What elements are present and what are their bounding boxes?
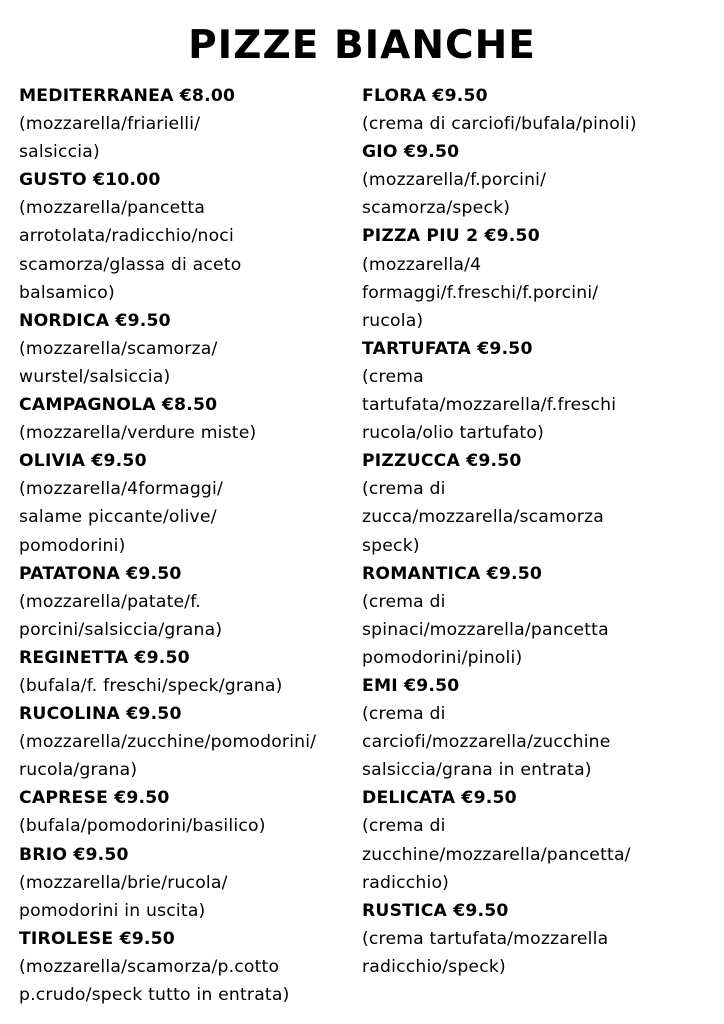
menu-item-ingredients-line: (mozzarella/pancetta xyxy=(19,198,206,219)
menu-item-heading xyxy=(362,222,712,250)
menu-item-price: €9.50 xyxy=(466,451,522,472)
menu-item-ingredients-line: balsamico) xyxy=(19,282,115,303)
menu-item-ingredients-line: (mozzarella/scamorza/p.cotto xyxy=(19,956,280,977)
menu-item xyxy=(362,672,712,784)
menu-item-heading xyxy=(362,897,712,925)
menu-item xyxy=(19,391,364,447)
menu-item-heading xyxy=(19,925,364,953)
menu-item-price: €9.50 xyxy=(91,451,147,472)
menu-item-ingredients-line: (mozzarella/4 xyxy=(362,254,482,275)
menu-item xyxy=(19,700,364,784)
menu-item-name: TARTUFATA xyxy=(362,338,472,359)
menu-item-heading xyxy=(19,447,364,475)
menu-item-heading xyxy=(362,447,712,475)
menu-title: PIZZE BIANCHE xyxy=(188,23,536,68)
menu-item-ingredients-line: (bufala/f. freschi/speck/grana) xyxy=(19,675,283,696)
menu-item-name: GUSTO xyxy=(19,170,87,191)
menu-item xyxy=(19,560,364,644)
menu-item-ingredients-line: (mozzarella/verdure miste) xyxy=(19,423,257,444)
menu-item-ingredients-line: (crema di carciofi/bufala/pinoli) xyxy=(362,114,637,135)
menu-item-ingredients-line: arrotolata/radicchio/noci xyxy=(19,226,234,247)
menu-item-ingredients-line: (crema di xyxy=(362,816,446,837)
menu-item-heading xyxy=(362,672,712,700)
menu-item-name: MEDITERRANEA xyxy=(19,86,174,106)
menu-item-heading xyxy=(362,82,712,110)
menu-item xyxy=(362,138,712,222)
menu-item xyxy=(362,82,712,138)
menu-item-heading xyxy=(19,700,364,728)
menu-item-price: €9.50 xyxy=(453,900,509,921)
menu-item-ingredients-line: (bufala/pomodorini/basilico) xyxy=(19,816,266,837)
menu-item xyxy=(19,166,364,306)
menu-item-price: €9.50 xyxy=(126,563,182,584)
menu-item-name: BRIO xyxy=(19,844,68,865)
menu-item-price: €9.50 xyxy=(461,788,517,809)
menu-item-ingredients-line: zucchine/mozzarella/pancetta/ xyxy=(362,844,631,865)
menu-column-right xyxy=(362,82,712,981)
menu-item xyxy=(19,82,364,166)
menu-item-name: PIZZA PIU 2 xyxy=(362,226,479,247)
menu-item-ingredients-line: (crema di xyxy=(362,704,446,725)
menu-item xyxy=(19,784,364,840)
menu-item-name: RUCOLINA xyxy=(19,704,121,725)
menu-item-ingredients-line: (mozzarella/scamorza/ xyxy=(19,338,218,359)
menu-item xyxy=(19,307,364,391)
menu-item-ingredients-line: salame piccante/olive/ xyxy=(19,507,217,528)
menu-item-heading xyxy=(19,307,364,335)
menu-item-heading xyxy=(19,560,364,588)
menu-item-ingredients-line: (crema di xyxy=(362,591,446,612)
menu-item-name: CAMPAGNOLA xyxy=(19,395,156,416)
menu-item-ingredients-line: pomodorini) xyxy=(19,535,126,556)
menu-item-heading xyxy=(19,784,364,812)
menu-item-ingredients-line: radicchio/speck) xyxy=(362,956,506,977)
menu-item-name: PATATONA xyxy=(19,563,120,584)
menu-item-price: €9.50 xyxy=(134,647,190,668)
menu-item-ingredients-line: carciofi/mozzarella/zucchine xyxy=(362,732,611,753)
menu-item-name: DELICATA xyxy=(362,788,456,809)
menu-item-ingredients-line: pomodorini in uscita) xyxy=(19,900,206,921)
menu-item-name: TIROLESE xyxy=(19,928,114,949)
menu-item-heading xyxy=(19,166,364,194)
menu-item-name: CAPRESE xyxy=(19,788,109,809)
menu-item-price: €9.50 xyxy=(404,675,460,696)
menu-item-price: €8.50 xyxy=(161,395,218,416)
menu-item-ingredients-line: (mozzarella/brie/rucola/ xyxy=(19,872,228,893)
menu-item xyxy=(19,644,364,700)
menu-item-name: FLORA xyxy=(362,86,427,106)
menu-item xyxy=(362,560,712,672)
menu-item-price: €9.50 xyxy=(115,310,171,331)
menu-item-ingredients-line: formaggi/f.freschi/f.porcini/ xyxy=(362,282,599,303)
menu-item-price: €9.50 xyxy=(477,338,533,359)
menu-item-ingredients-line: p.crudo/speck tutto in entrata) xyxy=(19,985,290,1005)
menu-item xyxy=(362,447,712,559)
menu-item xyxy=(19,841,364,925)
menu-item-price: €9.50 xyxy=(432,86,488,106)
menu-item-name: GIO xyxy=(362,142,398,163)
menu-item-heading xyxy=(362,138,712,166)
menu-item-name: OLIVIA xyxy=(19,451,86,472)
menu-item-ingredients-line: scamorza/glassa di aceto xyxy=(19,254,242,275)
menu-item-ingredients-line: (mozzarella/patate/f. xyxy=(19,591,201,612)
menu-item-ingredients-line: (mozzarella/4formaggi/ xyxy=(19,479,224,500)
menu-item-name: REGINETTA xyxy=(19,647,129,668)
menu-item-ingredients-line: (crema di xyxy=(362,479,446,500)
menu-item-name: PIZZUCCA xyxy=(362,451,461,472)
menu-item-heading xyxy=(19,841,364,869)
menu-item-heading xyxy=(19,82,364,110)
menu-column-left xyxy=(19,82,364,1009)
menu-item-price: €9.50 xyxy=(126,704,182,725)
menu-item-price: €9.50 xyxy=(119,928,175,949)
menu-item-price: €9.50 xyxy=(73,844,129,865)
menu-item-ingredients-line: speck) xyxy=(362,535,420,556)
menu-item-price: €9.50 xyxy=(484,226,540,247)
menu-item-ingredients-line: wurstel/salsiccia) xyxy=(19,366,171,387)
menu-item-ingredients-line: rucola/grana) xyxy=(19,760,138,781)
menu-item-heading xyxy=(362,335,712,363)
menu-item-ingredients-line: porcini/salsiccia/grana) xyxy=(19,619,223,640)
menu-item-price: €9.50 xyxy=(403,142,460,163)
menu-item xyxy=(362,784,712,896)
menu-item-heading xyxy=(19,644,364,672)
menu-item-name: NORDICA xyxy=(19,310,110,331)
menu-item-ingredients-line: (mozzarella/zucchine/pomodorini/ xyxy=(19,732,317,753)
menu-item xyxy=(362,222,712,334)
menu-item-ingredients-line: tartufata/mozzarella/f.freschi xyxy=(362,395,617,416)
menu-item-ingredients-line: rucola/olio tartufato) xyxy=(362,423,544,444)
menu-item-ingredients-line: scamorza/speck) xyxy=(362,198,511,219)
menu-item-name: EMI xyxy=(362,675,398,696)
menu-item-ingredients-line: (mozzarella/f.porcini/ xyxy=(362,170,547,191)
menu-item-price: €10.00 xyxy=(92,170,161,191)
menu-item-name: RUSTICA xyxy=(362,900,448,921)
menu-item-ingredients-line: spinaci/mozzarella/pancetta xyxy=(362,619,609,640)
menu-item-ingredients-line: salsiccia) xyxy=(19,142,100,163)
menu-item-price: €9.50 xyxy=(486,563,543,584)
menu-item xyxy=(362,335,712,447)
menu-item-price: €9.50 xyxy=(114,788,170,809)
menu-item-heading xyxy=(362,784,712,812)
menu-item-ingredients-line: zucca/mozzarella/scamorza xyxy=(362,507,604,528)
menu-item-heading xyxy=(19,391,364,419)
menu-item xyxy=(362,897,712,981)
menu-item-ingredients-line: (crema xyxy=(362,366,424,387)
menu-item-name: ROMANTICA xyxy=(362,563,481,584)
menu-item-heading xyxy=(362,560,712,588)
menu-item-ingredients-line: (crema tartufata/mozzarella xyxy=(362,928,609,949)
menu-item-ingredients-line: salsiccia/grana in entrata) xyxy=(362,760,592,781)
menu-item-ingredients-line: rucola) xyxy=(362,310,424,331)
menu-item xyxy=(19,447,364,559)
menu-item-ingredients-line: radicchio) xyxy=(362,872,450,893)
menu-item-price: €8.00 xyxy=(179,86,236,106)
menu-item xyxy=(19,925,364,1009)
menu-item-ingredients-line: (mozzarella/friarielli/ xyxy=(19,114,201,135)
menu-item-ingredients-line: pomodorini/pinoli) xyxy=(362,647,523,668)
